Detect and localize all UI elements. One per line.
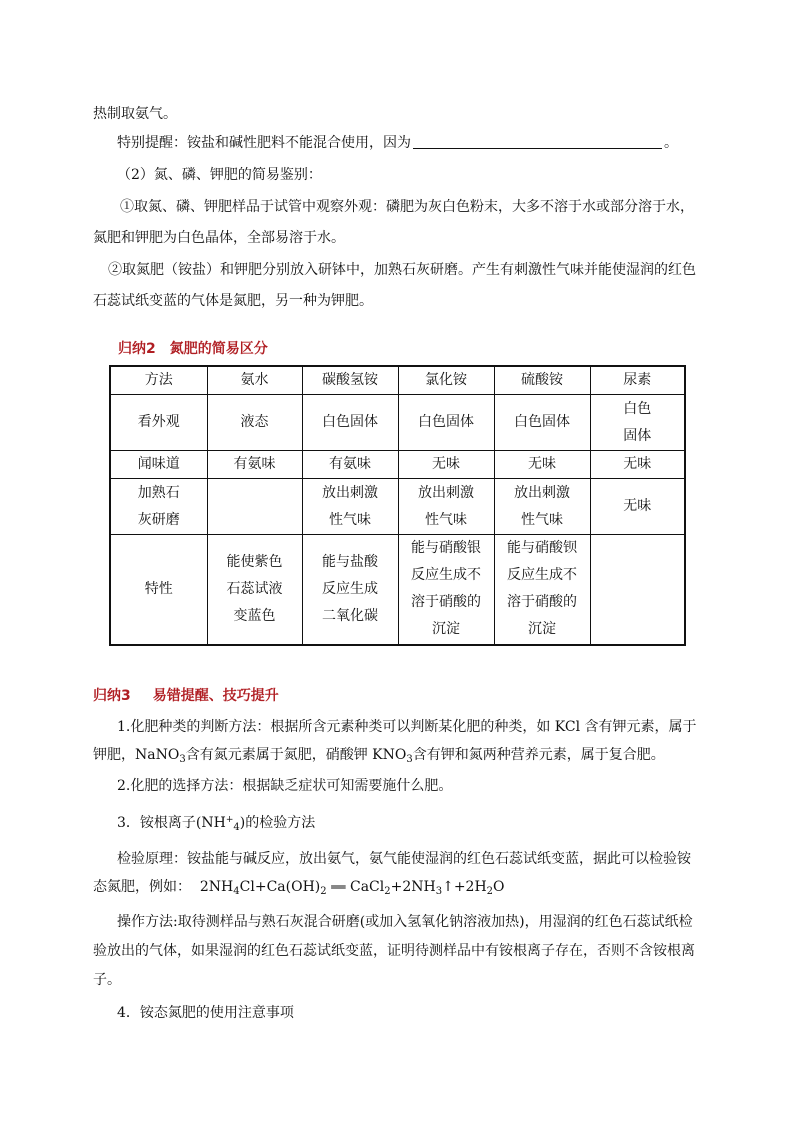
- table-cell: 加熟石 灰研磨: [110, 479, 207, 535]
- table-cell: 能与硝酸钡 反应生成不 溶于硝酸的 沉淀: [494, 535, 590, 645]
- table-cell: 碳酸氢铵: [302, 366, 398, 395]
- paragraph: 4．铵态氮肥的使用注意事项: [117, 1005, 294, 1021]
- table-cell: [590, 535, 685, 645]
- table-cell: 无味: [398, 451, 494, 479]
- section-title: 易错提醒、技巧提升: [152, 688, 279, 704]
- table-cell: 氨水: [207, 366, 302, 395]
- table-cell: 液态: [207, 395, 302, 451]
- section-number: 归纳3: [93, 688, 131, 704]
- table-cell: 看外观: [110, 395, 207, 451]
- paragraph: 3．铵根离子$(NH^+_4)$的检验方法: [117, 815, 316, 833]
- paragraph: [93, 877, 698, 897]
- table-cell: 无味: [590, 451, 685, 479]
- table-row: [110, 535, 685, 645]
- section-title: 氮肥的简易区分: [169, 341, 268, 357]
- paragraph: 2.化肥的选择方法：根据缺乏症状可知需要施什么肥。: [117, 778, 453, 794]
- paragraph: ②取氮肥（铵盐）和钾肥分别放入研钵中，加熟石灰研磨。产生有刺激性气味并能使湿润的红色: [108, 262, 696, 278]
- ammonium-ion: NH: [201, 815, 226, 831]
- table-cell: 能使紫色 石蕊试液 变蓝色: [207, 535, 302, 645]
- paragraph: 子。: [93, 972, 121, 988]
- table-row: [110, 395, 685, 451]
- table-cell: 硫酸铵: [494, 366, 590, 395]
- text: 态氮肥，例如：: [93, 879, 191, 895]
- nitrogen-fertilizer-table: [109, 365, 686, 646]
- table-cell: 放出刺激 性气味: [302, 479, 398, 535]
- table-cell: 能与硝酸银 反应生成不 溶于硝酸的 沉淀: [398, 535, 494, 645]
- table-cell: 白色 固体: [590, 395, 685, 451]
- text: )的检验方法: [239, 815, 316, 831]
- text: 含有钾和氮两种营养元素，属于复合肥。: [412, 747, 665, 763]
- table-cell: 有氨味: [302, 451, 398, 479]
- table-row: [110, 451, 685, 479]
- paragraph: 验放出的气体，如果湿润的红色石蕊试纸变蓝，证明待测样品中有铵根离子存在，否则不含铵根离: [93, 943, 695, 959]
- table-header-row: [110, 366, 685, 395]
- paragraph: 氮肥和钾肥为白色晶体，全部易溶于水。: [93, 230, 345, 246]
- section-number: 归纳2: [118, 341, 156, 357]
- table-cell: 无味: [590, 479, 685, 535]
- special-note-text: 特别提醒：铵盐和碱性肥料不能混合使用，因为: [117, 135, 411, 151]
- table-cell: 有氨味: [207, 451, 302, 479]
- table-row: [110, 479, 685, 535]
- paragraph: 钾肥，NaNO$_3$含有氮元素属于氮肥，硝酸钾 $KNO_3$含有钾和氮两种营养元素，属于复合肥。: [93, 747, 665, 765]
- table-cell: 白色固体: [398, 395, 494, 451]
- paragraph: ①取氮、磷、钾肥样品于试管中观察外观：磷肥为灰白色粉末，大多不溶于水或部分溶于水，: [120, 199, 694, 215]
- paragraph: 检验原理：铵盐能与碱反应，放出氨气，氨气能使湿润的红色石蕊试纸变蓝，据此可以检验铵: [117, 851, 691, 867]
- paragraph: 石蕊试纸变蓝的气体是氮肥，另一种为钾肥。: [93, 293, 373, 309]
- table-cell: [207, 479, 302, 535]
- special-note-end: 。: [664, 135, 678, 151]
- text: 含有氮元素属于氮肥，硝酸钾 KNO: [185, 747, 407, 763]
- table-cell: 特性: [110, 535, 207, 645]
- section-heading-3: [93, 685, 279, 705]
- fill-in-blank[interactable]: [413, 134, 662, 149]
- table-cell: 尿素: [590, 366, 685, 395]
- table-cell: 放出刺激 性气味: [494, 479, 590, 535]
- text: 钾肥，NaNO: [93, 747, 180, 763]
- table-cell: 放出刺激 性气味: [398, 479, 494, 535]
- text: 3．铵根离子(: [117, 815, 202, 831]
- special-note: [117, 133, 698, 153]
- table-cell: 闻味道: [110, 451, 207, 479]
- section-heading-2: [118, 338, 268, 358]
- table-cell: 白色固体: [302, 395, 398, 451]
- paragraph: 操作方法:取待测样品与熟石灰混合研磨(或加入氢氧化钠溶液加热)，用湿润的红色石蕊试纸检: [117, 914, 693, 930]
- table-cell: 白色固体: [494, 395, 590, 451]
- subsection-title: （2）氮、磷、钾肥的简易鉴别：: [117, 167, 322, 183]
- table-cell: 氯化铵: [398, 366, 494, 395]
- table-cell: 无味: [494, 451, 590, 479]
- chemical-equation: $2NH_4Cl+Ca(OH)_2$ ══ $CaCl_2+2NH_3↑+2H_2O$: [191, 879, 505, 897]
- paragraph: 热制取氨气。: [93, 106, 177, 122]
- table-cell: 能与盐酸 反应生成 二氧化碳: [302, 535, 398, 645]
- table-cell: 方法: [110, 366, 207, 395]
- paragraph: 1.化肥种类的判断方法：根据所含元素种类可以判断某化肥的种类，如 KCl 含有钾元素，属于: [117, 719, 697, 735]
